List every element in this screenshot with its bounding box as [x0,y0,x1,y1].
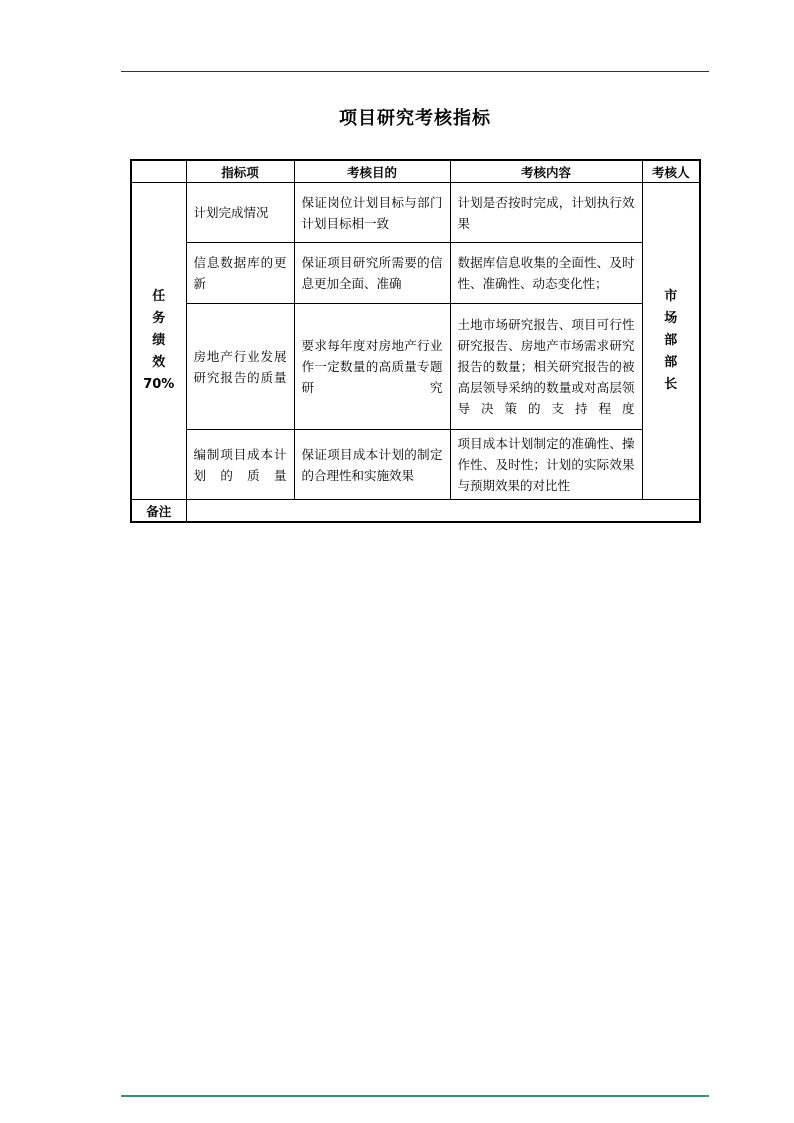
purpose-cell: 要求每年度对房地产行业作一定数量的高质量专题研究 [294,304,450,430]
kpi-table [130,159,701,523]
content-cell: 项目成本计划制定的准确性、操作性、及时性；计划的实际效果与预期效果的对比性 [450,430,642,500]
page-title: 项目研究考核指标 [339,108,491,129]
footer-rule [121,1095,709,1097]
reviewer-char: 场 [664,311,678,326]
category-char: 绩 [152,333,166,348]
remark-row [131,500,700,523]
remark-value [186,500,700,523]
category-char: 效 [152,355,166,370]
reviewer-char: 部 [664,333,678,348]
purpose-cell: 保证岗位计划目标与部门计划目标相一致 [294,183,450,243]
purpose-cell: 保证项目研究所需要的信息更加全面、准确 [294,243,450,304]
indicator-cell: 信息数据库的更新 [186,243,294,304]
table-row [131,183,700,243]
reviewer-char: 部 [664,355,678,370]
indicator-cell: 房地产行业发展研究报告的质量 [186,304,294,430]
header-category [131,160,186,183]
category-char: 任 [152,289,166,304]
category-weight: 70% [143,377,175,392]
header-content: 考核内容 [450,160,642,183]
reviewer-cell [642,183,700,500]
indicator-cell: 计划完成情况 [186,183,294,243]
indicator-cell: 编制项目成本计划的质量 [186,430,294,500]
table-row [131,243,700,304]
header-indicator: 指标项 [186,160,294,183]
purpose-cell: 保证项目成本计划的制定的合理性和实施效果 [294,430,450,500]
table-header-row [131,160,700,183]
content-cell: 数据库信息收集的全面性、及时性、准确性、动态变化性； [450,243,642,304]
content-cell: 计划是否按时完成，计划执行效果 [450,183,642,243]
category-cell [131,183,186,500]
reviewer-char: 市 [664,289,678,304]
reviewer-char: 长 [664,377,678,392]
content-cell: 土地市场研究报告、项目可行性研究报告、房地产市场需求研究报告的数量；相关研究报告的被高层领导采纳的数量或对高层领导决策的支持程度 [450,304,642,430]
header-purpose: 考核目的 [294,160,450,183]
remark-label: 备注 [131,500,186,523]
header-reviewer: 考核人 [642,160,700,183]
table-row [131,304,700,430]
category-char: 务 [152,311,166,326]
header-rule [121,71,709,72]
table-row [131,430,700,500]
